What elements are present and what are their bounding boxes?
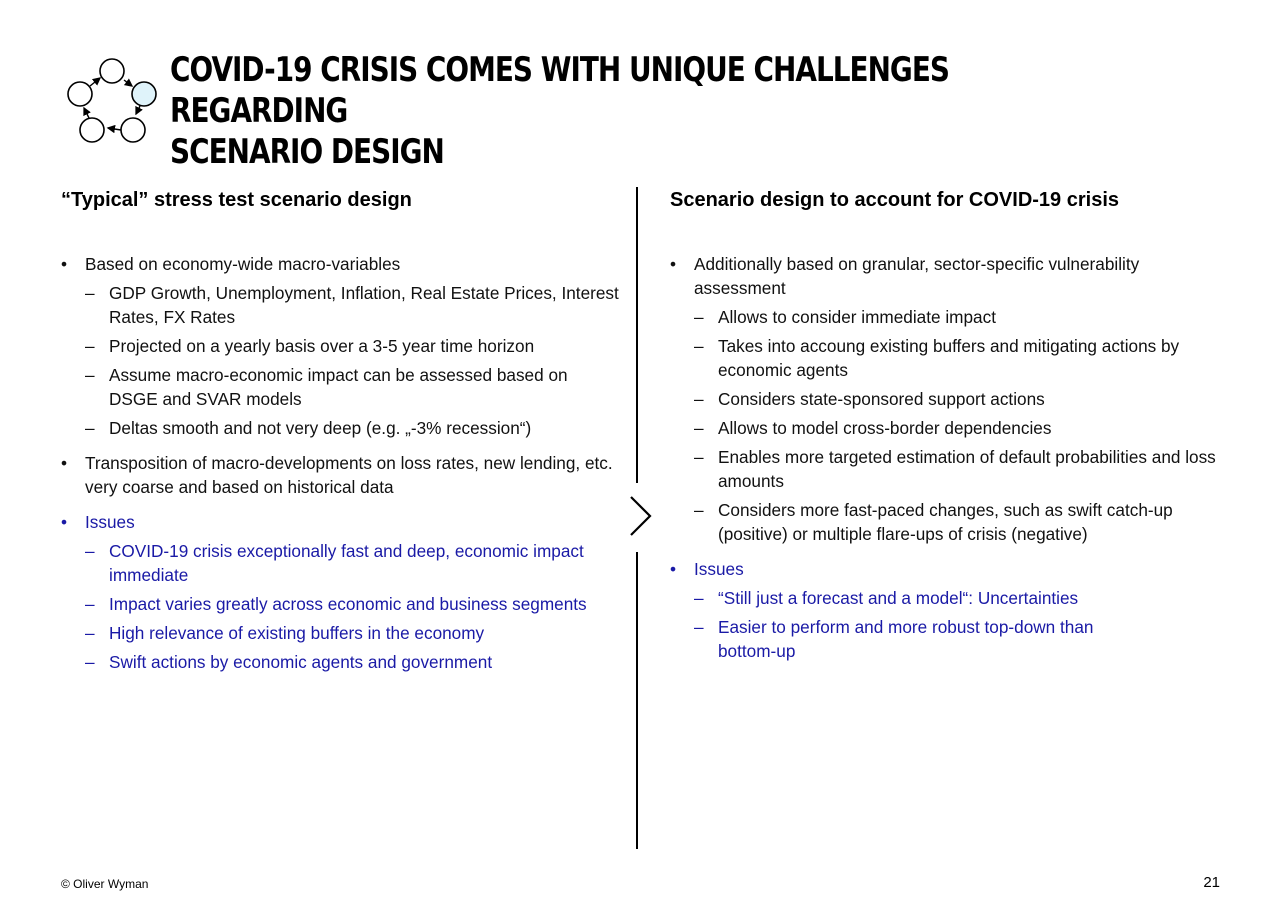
left-column-heading: “Typical” stress test scenario design	[61, 189, 412, 211]
issue-item: – Easier to perform and more robust top-down than bottom-up	[694, 615, 1118, 663]
sub-list-item: – Enables more targeted estimation of default probabilities and loss amounts	[694, 445, 1230, 493]
issues-heading: • Issues	[694, 559, 744, 579]
sub-list-item: – Considers more fast-paced changes, such as swift catch-up (positive) or multiple flare-ups of crisis (negative)	[694, 498, 1230, 546]
column-divider-top	[636, 187, 638, 483]
sub-list-item: – Assume macro-economic impact can be assessed based on DSGE and SVAR models	[85, 363, 621, 411]
issue-item: – Swift actions by economic agents and government	[85, 650, 621, 674]
issues-sub-list	[85, 539, 621, 674]
issue-item: – COVID-19 crisis exceptionally fast and deep, economic impact immediate	[85, 539, 621, 587]
sub-list	[85, 281, 621, 440]
sub-list-item: – Takes into accoung existing buffers and mitigating actions by economic agents	[694, 334, 1230, 382]
right-column	[670, 186, 1230, 661]
list-item	[670, 252, 1230, 546]
left-column	[61, 186, 621, 672]
right-column-heading: Scenario design to account for COVID-19 crisis	[670, 189, 1120, 211]
sub-list	[694, 305, 1230, 546]
bullet-text: • Based on economy-wide macro-variables	[85, 254, 401, 274]
sub-list-item: – Allows to consider immediate impact	[694, 305, 1230, 329]
issue-item: – “Still just a forecast and a model“: Uncertainties	[694, 586, 1230, 610]
list-item	[61, 451, 621, 499]
sub-list-item: – Deltas smooth and not very deep (e.g. „-3% recession“)	[85, 416, 621, 440]
sub-list-item: – GDP Growth, Unemployment, Inflation, Real Estate Prices, Interest Rates, FX Rates	[85, 281, 621, 329]
page-title-line-2: SCENARIO DESIGN	[170, 132, 444, 172]
sub-list-item: – Projected on a yearly basis over a 3-5 year time horizon	[85, 334, 621, 358]
issue-item: – High relevance of existing buffers in the economy	[85, 621, 621, 645]
sub-list-item: – Considers state-sponsored support actions	[694, 387, 1230, 411]
left-bullet-list	[61, 252, 621, 685]
bullet-text: • Transposition of macro-developments on loss rates, new lending, etc. very coarse and based on historical data	[85, 453, 613, 497]
chevron-right-icon	[628, 495, 654, 537]
issues-sub-list	[694, 586, 1230, 663]
page-number: 21	[1203, 874, 1220, 891]
right-bullet-list	[670, 252, 1230, 674]
issues-heading: • Issues	[85, 512, 135, 532]
cycle-diagram-icon	[62, 54, 162, 148]
issues-list-item	[670, 557, 1230, 663]
issues-list-item	[61, 510, 621, 674]
list-item	[61, 252, 621, 440]
bullet-text: • Additionally based on granular, sector-specific vulnerability assessment	[694, 254, 1140, 298]
page-title-line-1: COVID-19 CRISIS COMES WITH UNIQUE CHALLENGES REGARDING	[170, 50, 949, 131]
sub-list-item: – Allows to model cross-border dependencies	[694, 416, 1230, 440]
footer-copyright: © Oliver Wyman	[61, 877, 149, 891]
page-title	[170, 50, 990, 173]
issue-item: – Impact varies greatly across economic and business segments	[85, 592, 621, 616]
column-divider-bottom	[636, 552, 638, 849]
